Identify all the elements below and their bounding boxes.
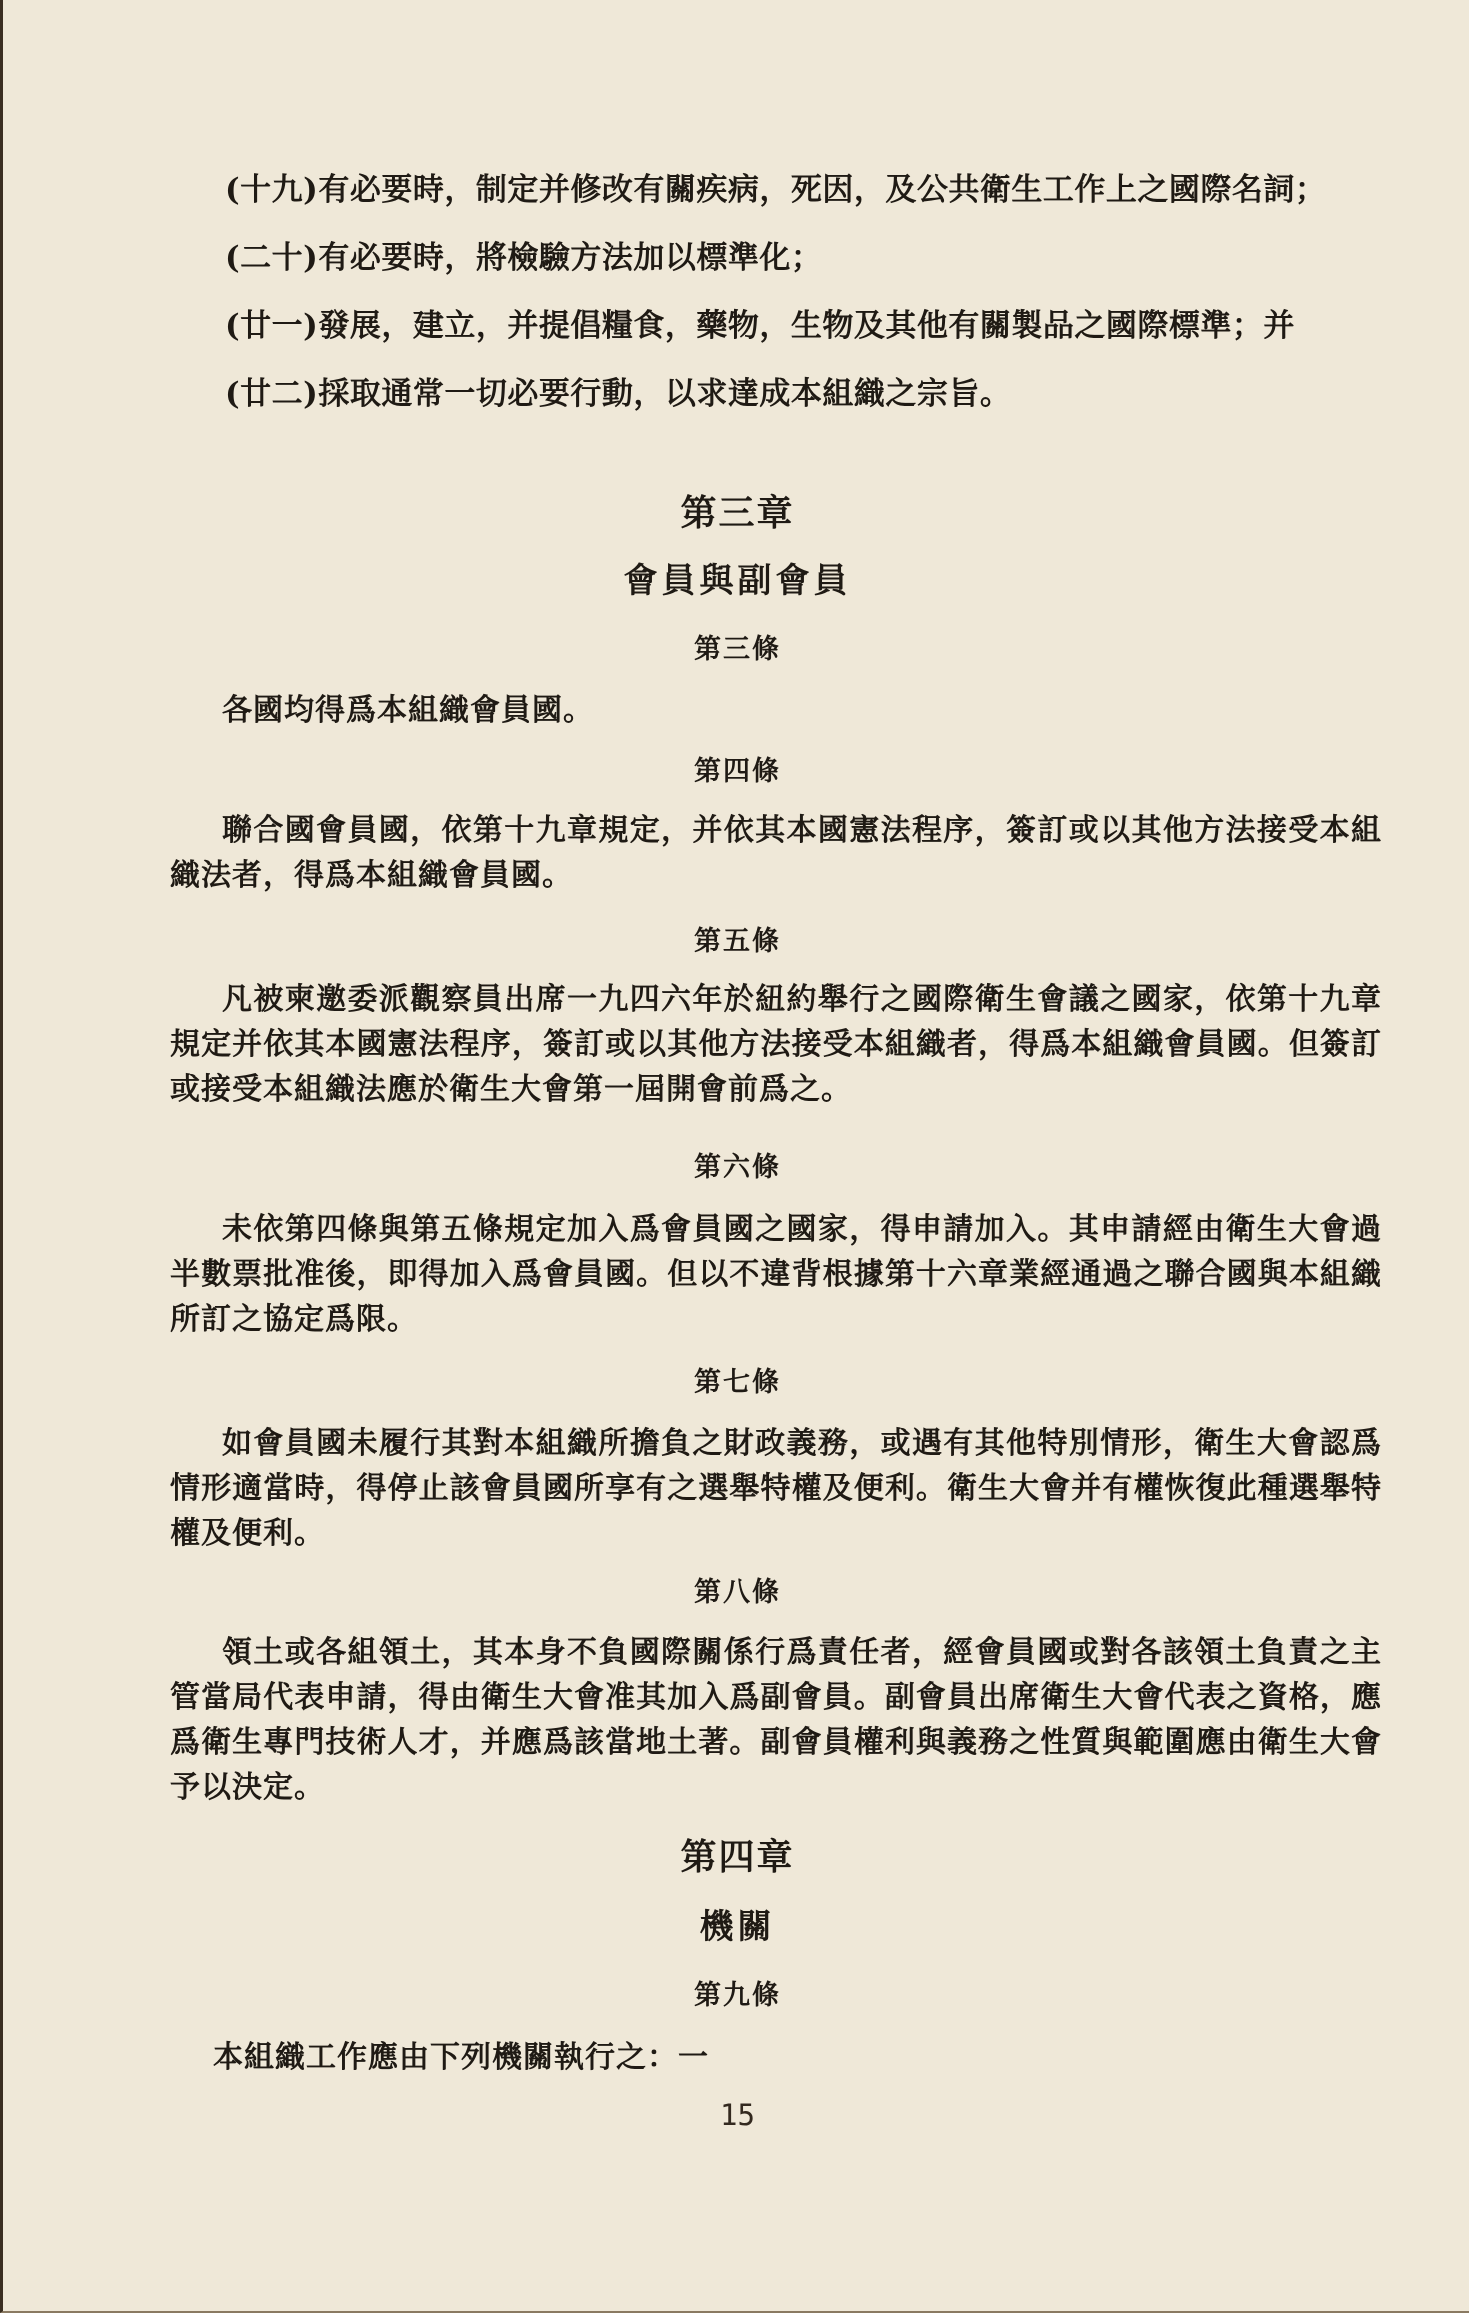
article-body: 如會員國未履行其對本組織所擔負之財政義務，或遇有其他特別情形，衛生大會認爲情形適當時，得停止該會員國所享有之選舉特權及便利。衛生大會并有權恢復此種選舉特權及便利。 (170, 1426, 1382, 1551)
list-item: (十九)有必要時，制定并修改有關疾病，死因，及公共衛生工作上之國際名詞； (225, 172, 1327, 208)
article-heading: 第七條 (694, 1367, 781, 1398)
article-heading: 第九條 (694, 1980, 781, 2011)
article-body: 聯合國會員國，依第十九章規定，并依其本國憲法程序，簽訂或以其他方法接受本組織法者，得爲本組織會員國。 (170, 813, 1382, 893)
chapter-title: 機關 (699, 1907, 776, 1947)
list-item: (二十)有必要時，將檢驗方法加以標準化； (225, 240, 823, 276)
article-body: 各國均得爲本組織會員國。 (222, 693, 594, 728)
article-body: 本組織工作應由下列機關執行之：一 (213, 2040, 709, 2075)
article-body: 凡被柬邀委派觀察員出席一九四六年於紐約舉行之國際衛生會議之國家，依第十九章規定并依其本國憲法程序，簽訂或以其他方法接受本組織者，得爲本組織會員國。但簽訂或接受本組織法應於衛生大會第一屆開會前爲之。 (170, 982, 1382, 1107)
page-number: 15 (720, 2098, 755, 2132)
article-heading: 第五條 (694, 926, 781, 957)
chapter-heading: 第三章 (680, 492, 795, 534)
chapter-title: 會員與副會員 (623, 561, 852, 601)
article-heading: 第三條 (694, 634, 781, 665)
article-heading: 第四條 (694, 756, 781, 787)
function-item-list (225, 170, 1405, 442)
article-heading: 第八條 (694, 1577, 781, 1608)
list-item: (廿二)採取通常一切必要行動，以求達成本組織之宗旨。 (225, 376, 1012, 412)
article-body: 未依第四條與第五條規定加入爲會員國之國家，得申請加入。其申請經由衛生大會過半數票批准後，即得加入爲會員國。但以不違背根據第十六章業經通過之聯合國與本組織所訂之協定爲限。 (170, 1212, 1382, 1337)
article-body: 領土或各組領土，其本身不負國際關係行爲責任者，經會員國或對各該領土負責之主管當局代表申請，得由衛生大會准其加入爲副會員。副會員出席衛生大會代表之資格，應爲衛生專門技術人才，并應爲該當地土著。副會員權利與義務之性質與範圍應由衛生大會予以決定。 (170, 1635, 1382, 1805)
article-heading: 第六條 (694, 1152, 781, 1183)
chapter-heading: 第四章 (680, 1836, 795, 1878)
list-item: (廿一)發展，建立，并提倡糧食，藥物，生物及其他有關製品之國際標準；并 (225, 308, 1295, 344)
